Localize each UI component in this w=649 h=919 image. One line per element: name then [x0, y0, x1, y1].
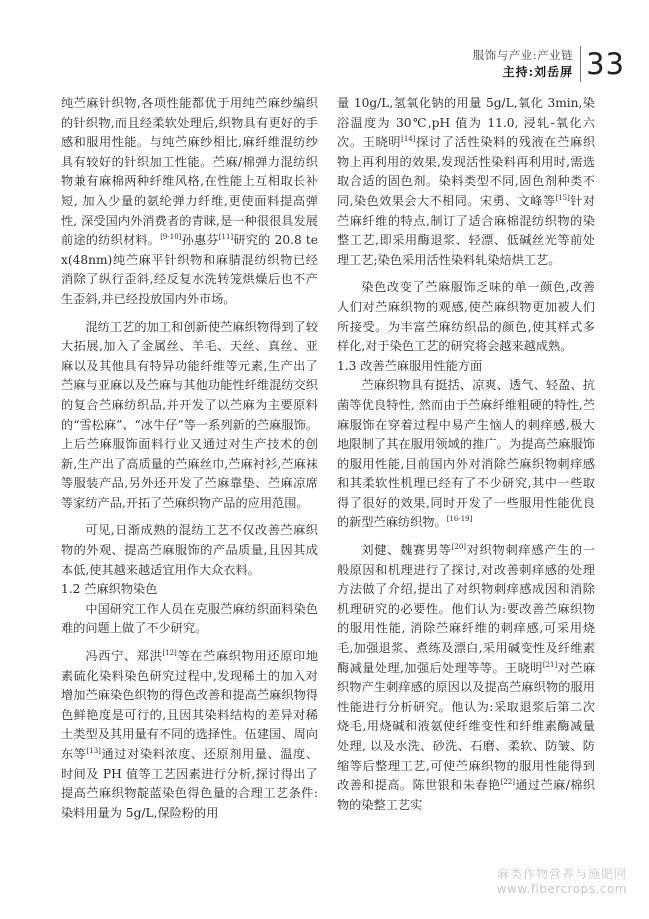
page-number: 33 [586, 47, 625, 81]
section-title: 服饰与产业:产业链 [472, 48, 574, 62]
text-run: 研究的 20.8 tex(48nm)纯苎麻平针织物和麻腈混纺织物已经消除了纵行歪斜,经反复水洗转笼烘燥后也不产生歪斜,并已经投放国内外市场。 [61, 233, 318, 306]
text-run: 对织物刺痒感产生的一般原因和机理进行了探讨,对改善刺痒感的处理方法做了介绍,提出了对织物刺痒感成因和消除机理研究的必要性。他们认为:要改善苎麻织物的服用性能, 消除苎麻纤维的刺痒感,可采用烧毛,加强退浆、煮练及漂白,采用碱变性及纤维素酶减量处理,加强后处理等等。王晓明 [337, 543, 596, 675]
citation: [12] [162, 648, 177, 657]
header-text-block [473, 47, 573, 81]
watermark-site-name: 麻类作物营养与施肥网 [496, 867, 627, 881]
section-host: 主持:刘岳屏 [502, 65, 574, 79]
text-run: 等在苎麻织物用还原印地素硫化染料染色研究过程中,发现稀土的加入对增加苎麻染色织物的得色改善和提高苎麻织物得色鲜艳度是可行的,且因其染料结构的差异对稀土类型及其用量有不同的选择性。伍建国、周向东等 [61, 649, 319, 761]
text-run: 量 10g/L,氢氧化钠的用量 5g/L,氧化 3min,染浴温度为 30℃,pH 值为 11.0, 浸轧-氧化六次。王晓明 [337, 96, 595, 150]
paragraph-wearability [337, 376, 595, 533]
section-heading-1-2: 1.2 苎麻织物染色 [61, 582, 158, 597]
paragraph-prickle-research [337, 541, 595, 815]
text-run: 孙惠芬 [181, 233, 219, 248]
citation: [20] [451, 543, 467, 551]
left-column [61, 94, 318, 831]
paragraph-blending-conclusion: 可见,日渐成熟的混纺工艺不仅改善苎麻织物的外观、提高苎麻服饰的产品质量,且因其成本低,使其越来越适宜用作大众衣料。 [61, 523, 318, 577]
paragraph-dyeing-intro: 中国研究工作人员在克服苎麻纺织面料染色难的问题上做了不少研究。 [61, 601, 318, 636]
citation: [11] [218, 233, 234, 242]
paragraph-knit-fabrics [61, 94, 318, 310]
citation: [21] [542, 660, 558, 669]
text-run: 刘健、魏赛男等 [361, 543, 452, 558]
text-run: 通过对染料浓度、还原剂用量、温度、时间及 PH 值等工艺因素进行分析,探讨得出了提高苎麻织物靛蓝染色得色量的合理工艺条件:染料用量为 5g/L,保险粉的用 [61, 747, 319, 820]
paragraph-blending-innovation: 混纺工艺的加工和创新使苎麻织物得到了较大拓展,加入了金属丝、羊毛、天丝、真丝、亚麻以及其他具有特异功能纤维等元素,生产出了苎麻与亚麻以及苎麻与其他功能性纤维混纺交织的复合苎麻纺织品,并开发了以苎麻为主要原料的“雪松麻”、“冰牛仔”等一系列新的苎麻服饰。上后苎麻服饰面料行业又通过对生产技术的创新,生产出了高质量的苎麻丝巾,苎麻衬衫,苎麻袜等服装产品,另外还开发了苎麻靠垫、苎麻凉席等家纺产品,开拓了苎麻织物产品的应用范围。 [61, 319, 318, 510]
text-run: 针对苎麻纤维的特点,制订了适合麻棉混纺织物的染整工艺,即采用酶退浆、轻漂、低碱丝光等前处理工艺;染色采用活性染料轧染焙烘工艺。 [337, 193, 596, 267]
paragraph-dyeing-studies [61, 647, 318, 823]
citation: [14] [401, 135, 416, 144]
text-run: 通过苎麻/棉织物的染整工艺实 [337, 778, 595, 812]
citation: [22] [500, 778, 515, 787]
citation: [16-19] [446, 515, 473, 524]
header-divider [580, 46, 581, 82]
citation: [15] [555, 193, 570, 202]
citation: [9-10] [160, 233, 182, 242]
text-run: 探讨了活性染料的残液在苎麻织物上再利用的效果,发现活性染料再利用时,需选取合适的固色剂。染料类型不同,固色剂种类不同,染色效果会大不相同。宋勇、文峰等 [337, 135, 596, 208]
paragraph-dyeing-conclusion: 染色改变了苎麻服饰乏味的单一颜色,改善人们对苎麻织物的观感,使苎麻织物更加被人们所接受。为丰富苎麻纺织品的颜色,使其样式多样化,对于染色工艺的研究将会越来越成熟。 [337, 280, 595, 354]
text-run: 冯西宁、郑洪 [85, 649, 163, 664]
paragraph-dyeing-continued [337, 94, 595, 270]
watermark [497, 867, 627, 897]
text-run: 对苎麻织物产生刺痒感的原因以及提高苎麻织物的服用性能进行分析研究。他认为:采取退浆后第二次烧毛,用烧碱和液氨使纤维变性和纤维素酶减量处理, 以及水洗、砂洗、石磨、柔软、防皱、防缩等后整理工艺,可使苎麻织物的服用性能得到改善和提高。陈世银和朱春艳 [337, 660, 596, 793]
page-header [473, 44, 625, 84]
citation: [13] [86, 746, 101, 755]
section-heading-1-3: 1.3 改善苎麻服用性能方面 [337, 358, 483, 373]
watermark-url: www.fibercrops.com [496, 882, 627, 896]
right-column [337, 94, 595, 823]
text-run: 纯苎麻针织物,各项性能都优于用纯苎麻纱编织的针织物,而且经柔软处理后,织物具有更好的手感和服用性能。与纯苎麻纱相比,麻纤维混纺纱具有较好的针织加工性能。苎麻/棉弹力混纺织物兼有麻棉两种纤维风格,在性能上互相取长补短, 加入少量的氨纶弹力纤维,更使面料提高弹性, 深受国内外消费者的青睐,是一种很很具发展前途的纺织材料。 [61, 96, 318, 248]
text-run: 苎麻织物具有挺括、凉爽、透气、轻盈、抗菌等优良特性, 然而由于苎麻纤维粗硬的特性,苎麻服饰在穿着过程中易产生恼人的刺痒感,极大地限制了其在服用领域的推广。为提高苎麻服饰的服用性能,目前国内外对消除苎麻织物刺痒感和其柔软性机理已经有了不少研究,其中一些取得了很好的效果,同时开发了一些服用性能优良的新型苎麻纺织物。 [337, 378, 595, 530]
